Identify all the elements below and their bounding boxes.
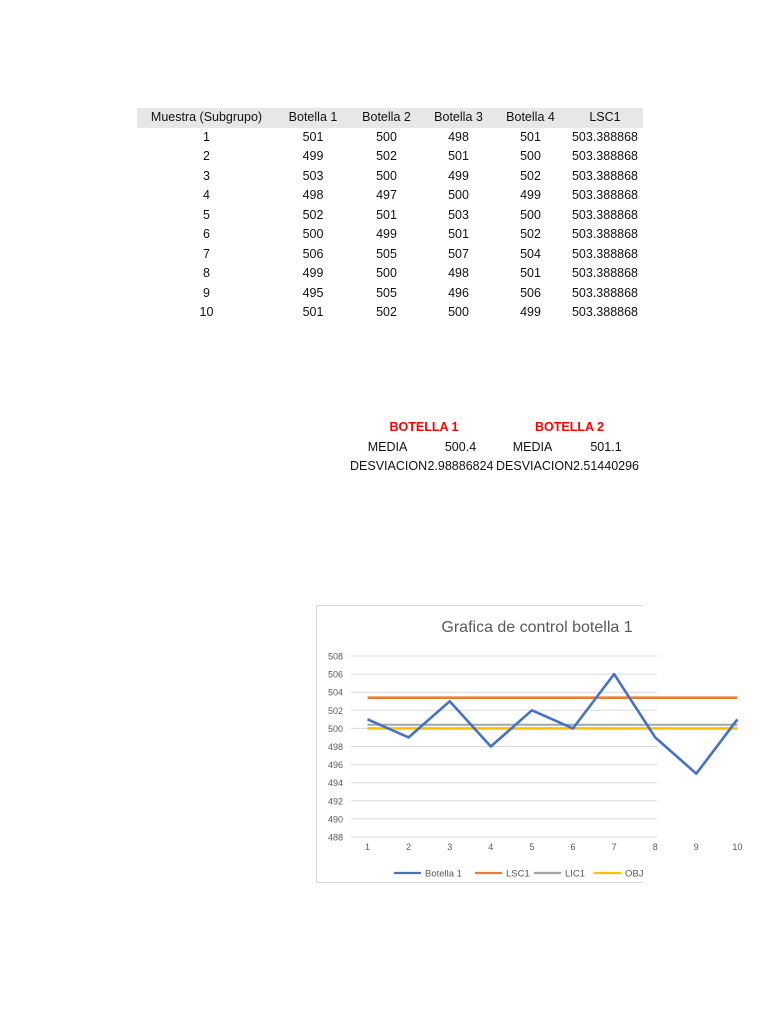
cell-botella-1[interactable]: 499 <box>302 266 324 280</box>
cell-lsc1[interactable]: 503.388868 <box>571 285 639 300</box>
header-botella-4[interactable]: Botella 4 <box>506 110 555 124</box>
cell-lsc1[interactable]: 503.388868 <box>571 246 639 261</box>
cell-lsc1[interactable]: 503.388868 <box>571 227 639 241</box>
cell-botella-1[interactable]: 501 <box>302 129 324 144</box>
cell-botella-3[interactable]: 507 <box>448 246 469 261</box>
y-tick-label: 492 <box>327 796 343 807</box>
cell-muestra[interactable]: 9 <box>203 285 210 300</box>
x-tick-label: 8 <box>652 842 658 852</box>
cell-muestra[interactable]: 1 <box>203 129 210 144</box>
botella-1-desviacion-label[interactable]: DESVIACION <box>350 459 428 473</box>
table-row <box>137 245 643 265</box>
x-tick-label: 2 <box>406 842 412 852</box>
cell-muestra[interactable]: 2 <box>203 149 210 163</box>
table-body <box>137 128 643 323</box>
cell-muestra[interactable]: 3 <box>203 168 210 183</box>
cell-botella-3[interactable]: 503 <box>448 207 469 222</box>
header-botella-2[interactable]: Botella 2 <box>362 110 411 124</box>
chart-plot-area <box>317 606 743 884</box>
x-tick-label: 6 <box>570 842 576 852</box>
cell-botella-1[interactable]: 501 <box>302 305 324 319</box>
cell-muestra[interactable]: 10 <box>199 305 214 319</box>
x-tick-label: 10 <box>732 842 743 852</box>
table-header-row <box>137 108 643 128</box>
botella-2-desviacion-value[interactable]: 2.51440296 <box>572 459 640 473</box>
botella-1-desviacion-value[interactable]: 2.98886824 <box>427 459 494 473</box>
y-tick-label: 502 <box>327 705 343 716</box>
cell-botella-3[interactable]: 500 <box>448 305 469 319</box>
header-botella-1[interactable]: Botella 1 <box>288 110 338 124</box>
cell-botella-2[interactable]: 505 <box>376 285 397 300</box>
header-muestra[interactable]: Muestra (Subgrupo) <box>150 110 263 124</box>
cell-botella-1[interactable]: 506 <box>302 246 324 261</box>
y-tick-label: 506 <box>327 669 343 680</box>
stats-media-row <box>350 438 643 458</box>
cell-botella-1[interactable]: 503 <box>302 168 324 183</box>
cell-botella-4[interactable]: 506 <box>520 285 541 300</box>
cell-lsc1[interactable]: 503.388868 <box>571 305 639 319</box>
cell-botella-2[interactable]: 502 <box>376 305 397 319</box>
table-row <box>137 225 643 245</box>
table-row <box>137 147 643 167</box>
botella-2-media-value[interactable]: 501.1 <box>590 439 622 454</box>
cell-lsc1[interactable]: 503.388868 <box>571 129 639 144</box>
cell-botella-3[interactable]: 498 <box>448 266 469 280</box>
x-tick-label: 1 <box>364 842 371 852</box>
header-lsc1[interactable]: LSC1 <box>589 110 621 124</box>
legend-label: LIC1 <box>565 868 586 880</box>
chart-title[interactable]: Grafica de control botella 1 <box>441 619 633 636</box>
botella-2-desviacion-label[interactable]: DESVIACION <box>496 459 574 473</box>
y-tick-label: 504 <box>327 687 343 698</box>
y-tick-label: 498 <box>327 742 343 752</box>
botella-2-media-label[interactable]: MEDIA <box>512 439 553 454</box>
y-tick-label: 488 <box>327 832 343 843</box>
stats-title-row <box>350 418 643 438</box>
cell-botella-3[interactable]: 498 <box>448 129 469 144</box>
cell-muestra[interactable]: 8 <box>203 266 210 280</box>
cell-lsc1[interactable]: 503.388868 <box>571 266 639 280</box>
cell-botella-4[interactable]: 501 <box>520 266 541 280</box>
cell-botella-3[interactable]: 500 <box>448 188 469 202</box>
x-tick-label: 9 <box>693 842 699 852</box>
y-tick-label: 494 <box>327 778 343 789</box>
table-row <box>137 167 643 187</box>
cell-botella-4[interactable]: 499 <box>520 188 541 202</box>
table-row <box>137 128 643 148</box>
table-row <box>137 284 643 304</box>
botella-1-media-label[interactable]: MEDIA <box>367 439 408 454</box>
legend-label: OBJ <box>625 868 644 880</box>
cell-botella-4[interactable]: 501 <box>520 129 541 144</box>
cell-botella-2[interactable]: 501 <box>376 207 397 222</box>
cell-lsc1[interactable]: 503.388868 <box>571 207 639 222</box>
cell-lsc1[interactable]: 503.388868 <box>571 188 639 202</box>
cell-muestra[interactable]: 4 <box>203 188 210 202</box>
cell-lsc1[interactable]: 503.388868 <box>571 149 639 163</box>
table-row <box>137 264 643 284</box>
x-tick-label: 5 <box>529 842 535 852</box>
y-tick-label: 496 <box>327 760 343 771</box>
cell-botella-1[interactable]: 500 <box>302 227 324 241</box>
y-tick-label: 508 <box>327 651 343 662</box>
botella-1-media-value[interactable]: 500.4 <box>444 439 477 454</box>
cell-botella-1[interactable]: 502 <box>302 207 324 222</box>
stats-desviacion-row <box>350 457 643 477</box>
x-tick-label: 7 <box>611 842 617 852</box>
cell-botella-2[interactable]: 500 <box>376 129 397 144</box>
cell-botella-4[interactable]: 499 <box>520 305 541 319</box>
header-botella-3[interactable]: Botella 3 <box>434 110 483 124</box>
cell-botella-2[interactable]: 500 <box>376 266 397 280</box>
x-tick-label: 3 <box>447 842 453 852</box>
cell-muestra[interactable]: 7 <box>203 246 210 261</box>
cell-botella-1[interactable]: 495 <box>302 285 324 300</box>
legend-label: LSC1 <box>506 868 530 880</box>
cell-botella-3[interactable]: 501 <box>448 149 469 163</box>
cell-botella-4[interactable]: 500 <box>520 149 541 163</box>
cell-botella-2[interactable]: 497 <box>376 188 397 202</box>
cell-botella-3[interactable]: 496 <box>448 285 469 300</box>
cell-botella-3[interactable]: 501 <box>448 227 469 241</box>
cell-botella-2[interactable]: 500 <box>376 168 397 183</box>
cell-muestra[interactable]: 5 <box>203 207 210 222</box>
cell-botella-1[interactable]: 499 <box>302 149 324 163</box>
cell-botella-4[interactable]: 502 <box>520 168 541 183</box>
cell-botella-4[interactable]: 500 <box>520 207 541 222</box>
y-tick-label: 500 <box>327 723 343 734</box>
stats-block <box>350 418 643 477</box>
table-row <box>137 186 643 206</box>
cell-botella-3[interactable]: 499 <box>448 168 469 183</box>
cell-botella-1[interactable]: 498 <box>302 188 324 202</box>
sample-table <box>137 108 643 323</box>
y-tick-label: 490 <box>327 814 343 825</box>
cell-botella-4[interactable]: 504 <box>520 246 541 261</box>
legend-label: Botella 1 <box>425 868 462 880</box>
cell-muestra[interactable]: 6 <box>203 227 210 241</box>
botella-2-title-cell[interactable]: BOTELLA 2 <box>535 420 604 434</box>
cell-botella-2[interactable]: 502 <box>376 149 397 163</box>
botella-1-title-cell[interactable]: BOTELLA 1 <box>389 420 459 434</box>
cell-botella-4[interactable]: 502 <box>520 227 541 241</box>
control-chart[interactable] <box>316 605 743 883</box>
table-row <box>137 206 643 226</box>
cell-lsc1[interactable]: 503.388868 <box>571 168 639 183</box>
cell-botella-2[interactable]: 505 <box>376 246 397 261</box>
table-row <box>137 303 643 323</box>
cell-botella-2[interactable]: 499 <box>376 227 397 241</box>
x-tick-label: 4 <box>488 842 494 852</box>
